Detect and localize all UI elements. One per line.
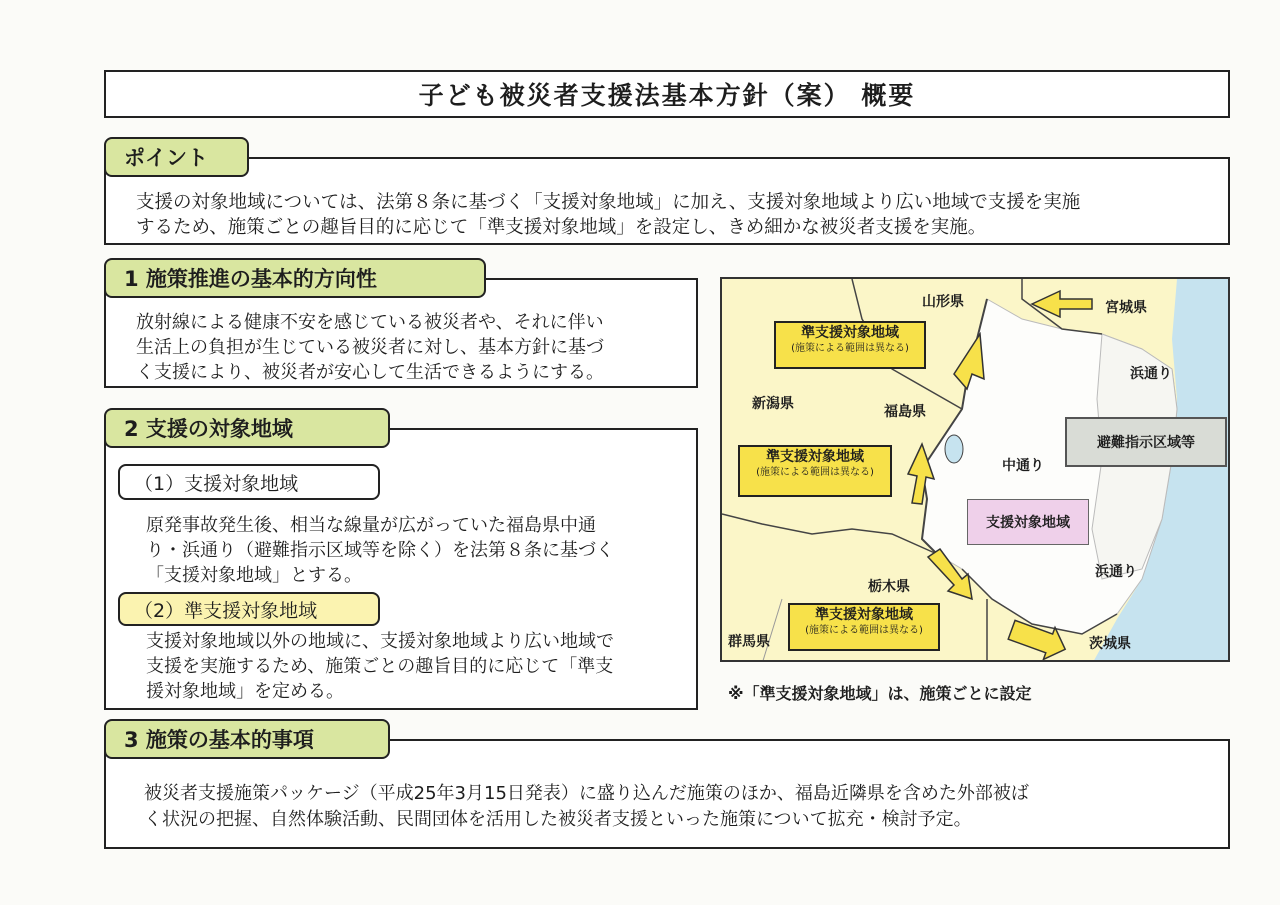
label-tochigi: 栃木県	[868, 579, 910, 595]
sub2-label-text: （2）準支援対象地域	[134, 599, 318, 622]
sub2-text-3: 援対象地域」を定める。	[146, 681, 344, 702]
sub1-label-text: （1）支援対象地域	[134, 472, 299, 495]
section1-tab	[104, 258, 486, 298]
sub1-label	[118, 464, 380, 500]
lake	[945, 435, 963, 463]
label-yamagata: 山形県	[922, 294, 964, 310]
evacuation-area-label: 避難指示区域等	[1097, 435, 1195, 451]
pref-border-south	[722, 514, 937, 554]
section3-text-2: く状況の把握、自然体験活動、民間団体を活用した被災者支援といった施策について拡充・検討予定。	[144, 809, 972, 830]
label-nakadori: 中通り	[1002, 458, 1044, 474]
section2-label: 2 支援の対象地域	[124, 417, 293, 441]
section1-text-1: 放射線による健康不安を感じている被災者や、それに伴い	[136, 312, 604, 333]
semi-area-note-west: (施策による範囲は異なる)	[756, 467, 874, 478]
label-fukushima: 福島県	[884, 404, 926, 420]
point-text-1: 支援の対象地域については、法第８条に基づく「支援対象地域」に加え、支援対象地域より広い地域で支援を実施	[136, 192, 1081, 213]
sub1-text-2: り・浜通り（避難指示区域等を除く）を法第８条に基づく	[146, 540, 614, 561]
semi-area-label-north: 準支援対象地域	[801, 325, 899, 341]
label-gunma: 群馬県	[728, 634, 770, 650]
section3-text-1: 被災者支援施策パッケージ（平成25年3月15日発表）に盛り込んだ施策のほか、福島近隣県を含めた外部被ば	[144, 783, 1029, 804]
semi-area-box-north	[774, 321, 926, 369]
fukushima-map	[720, 277, 1230, 662]
point-text-2: するため、施策ごとの趣旨目的に応じて「準支援対象地域」を設定し、きめ細かな被災者支援を実施。	[136, 217, 987, 238]
sub2-label	[118, 592, 380, 626]
sub1-text-3: 「支援対象地域」とする。	[146, 565, 362, 586]
point-tab	[104, 137, 249, 177]
label-miyagi: 宮城県	[1105, 300, 1147, 316]
sub1-text-1: 原発事故発生後、相当な線量が広がっていた福島県中通	[146, 515, 596, 536]
page-title: 子ども被災者支援法基本方針（案） 概要	[104, 70, 1230, 118]
label-niigata: 新潟県	[752, 396, 794, 412]
support-area-label: 支援対象地域	[986, 515, 1070, 531]
section2-tab	[104, 408, 390, 448]
evacuation-area-box	[1065, 417, 1227, 467]
point-panel	[104, 157, 1230, 245]
point-label: ポイント	[124, 146, 208, 170]
section3-tab	[104, 719, 390, 759]
semi-area-label-west: 準支援対象地域	[766, 449, 864, 465]
map-footnote: ※「準支援対象地域」は、施策ごとに設定	[728, 684, 1032, 703]
support-area-box	[967, 499, 1089, 545]
semi-area-label-south: 準支援対象地域	[815, 607, 913, 623]
section1-text-2: 生活上の負担が生じている被災者に対し、基本方針に基づ	[136, 337, 604, 358]
section2-panel	[104, 428, 698, 710]
semi-area-note-north: (施策による範囲は異なる)	[791, 343, 909, 354]
semi-area-box-west	[738, 445, 892, 497]
label-hamadori-top: 浜通り	[1130, 366, 1172, 382]
sub2-text-1: 支援対象地域以外の地域に、支援対象地域より広い地域で	[146, 631, 614, 652]
section3-label: 3 施策の基本的事項	[124, 728, 314, 752]
semi-area-note-south: (施策による範囲は異なる)	[805, 625, 923, 636]
semi-area-box-south	[788, 603, 940, 651]
label-ibaraki: 茨城県	[1089, 636, 1131, 652]
section1-label: 1 施策推進の基本的方向性	[124, 267, 377, 291]
label-hamadori-mid: 浜通り	[1095, 564, 1137, 580]
section1-text-3: く支援により、被災者が安心して生活できるようにする。	[136, 362, 604, 383]
sub2-text-2: 支援を実施するため、施策ごとの趣旨目的に応じて「準支	[146, 656, 614, 677]
